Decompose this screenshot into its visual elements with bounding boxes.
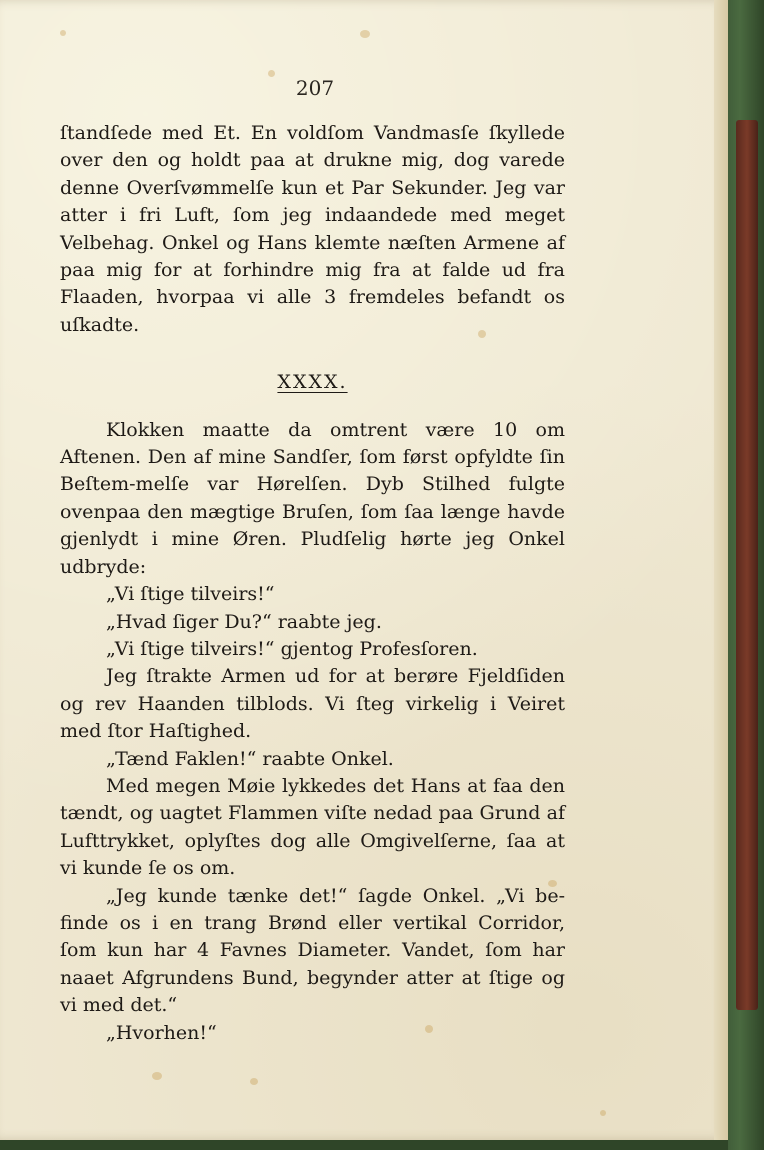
bottom-cover-edge	[0, 1140, 728, 1150]
page-edge	[714, 0, 728, 1140]
dialogue-line: „Hvad ſiger Du?“ raabte jeg.	[106, 610, 382, 633]
dialogue-line: „Hvorhen!“	[106, 1021, 217, 1044]
paragraph: Klokken maatte da omtrent være 10 om Aftenen. Den af mine Sandſer, ſom først opfyldte ſin Beſtem-melſe var Hørelſen. Dyb Stilhed fulgte ovenpaa den mægtige Bruſen, ſom ſaa længe havde gjenlydt i mine Øren. Pludſelig hørte jeg Onkel udbryde:	[60, 418, 565, 578]
foxing-spot	[152, 1072, 162, 1080]
page-number: 207	[295, 76, 335, 100]
body-text	[60, 120, 565, 1047]
foxing-spot	[360, 30, 370, 38]
chapter-heading: XXXX.	[277, 371, 348, 394]
paragraph: Med megen Møie lykkedes det Hans at faa den tændt, og uagtet Flammen viſte nedad paa Grund af Lufttrykket, oplyſtes dog alle Omgivelſerne, ſaa at vi kunde ſe os om.	[60, 774, 565, 880]
foxing-spot	[60, 30, 66, 36]
dialogue-line: „Jeg kunde tænke det!“ ſagde Onkel. „Vi be-finde os i en trang Brønd eller vertikal Corridor, ſom kun har 4 Favnes Diameter. Vandet, ſom har naaet Afgrundens Bund, begynder atter at ſtige og vi med det.“	[60, 884, 565, 1017]
foxing-spot	[250, 1078, 258, 1085]
continued-paragraph: ſtandſede med Et. En voldſom Vandmasſe ſkyllede over den og holdt paa at drukne mig, dog varede denne Overſvømmelſe kun et Par Sekunder. Jeg var atter i fri Luft, ſom jeg indaandede med meget Velbehag. Onkel og Hans klemte næſten Armene af paa mig for at forhindre mig fra at falde ud fra Flaaden, hvorpaa vi alle 3 fremdeles befandt os uſkadte.	[60, 122, 565, 336]
book-binding	[724, 0, 764, 1150]
foxing-spot	[600, 1110, 606, 1116]
dialogue-line: „Vi ſtige tilveirs!“	[106, 583, 275, 606]
paragraph: Jeg ſtrakte Armen ud for at berøre Fjeldſiden og rev Haanden tilblods. Vi ſteg virkelig i Veiret med ſtor Haſtighed.	[60, 665, 565, 743]
dialogue-line: „Vi ſtige tilveirs!“ gjentog Profesſoren.	[106, 637, 478, 660]
leather-spine-strip	[736, 120, 758, 1010]
dialogue-line: „Tænd Faklen!“ raabte Onkel.	[106, 747, 394, 770]
